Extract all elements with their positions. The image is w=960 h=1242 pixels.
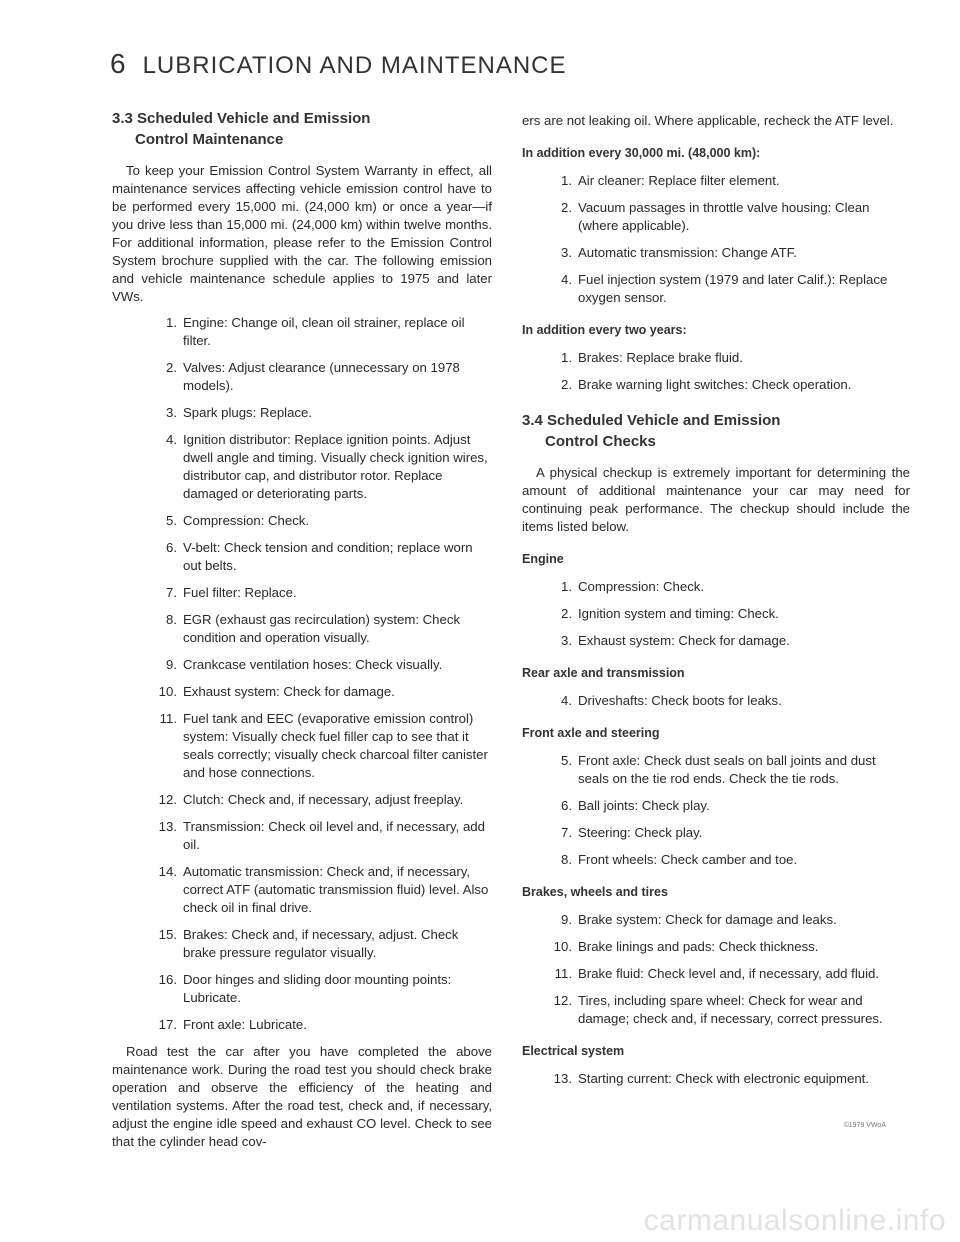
item-number: 14. (158, 864, 177, 879)
item-text: Starting current: Check with electronic equipment. (578, 1071, 869, 1086)
item-text: Brake warning light switches: Check operation. (578, 377, 852, 392)
list-item (522, 271, 910, 307)
item-number: 11. (554, 966, 572, 981)
item-number: 7. (166, 585, 177, 600)
item-number: 4. (166, 432, 177, 447)
item-number: 4. (561, 272, 572, 287)
item-number: 17. (158, 1017, 177, 1032)
item-number: 6. (561, 798, 572, 813)
copyright-notice: ©1979 VWoA (843, 1122, 886, 1129)
page-header (110, 48, 567, 80)
item-text: Ignition system and timing: Check. (578, 606, 779, 621)
item-number: 3. (561, 633, 572, 648)
item-number: 10. (158, 684, 177, 699)
item-number: 2. (166, 360, 177, 375)
item-text: Compression: Check. (578, 579, 705, 594)
list-item (522, 376, 910, 394)
section-3-4-intro: A physical checkup is extremely important for determining the amount of additional maintenance your car may need for continuing peak performance. The checkup should include the items listed below. (522, 465, 910, 534)
every-two-years-list (522, 349, 910, 394)
item-number: 9. (166, 657, 177, 672)
list-item (522, 851, 910, 869)
item-text: Fuel filter: Replace. (183, 585, 297, 600)
item-text: Front axle: Check dust seals on ball joints and dust seals on the tie rod ends. Check the tie rods. (578, 753, 876, 786)
maintenance-list (112, 314, 492, 1034)
item-text: Tires, including spare wheel: Check for wear and damage; check and, if necessary, correct pressures. (578, 993, 883, 1026)
road-test-continued: ers are not leaking oil. Where applicable, recheck the ATF level. (522, 113, 894, 128)
item-text: Transmission: Check oil level and, if necessary, add oil. (183, 819, 485, 852)
check-group-list (522, 752, 910, 869)
check-group-heading: Brakes, wheels and tires (522, 885, 668, 899)
item-text: Vacuum passages in throttle valve housing: Clean (where applicable). (578, 200, 870, 233)
road-test-paragraph: Road test the car after you have completed the above maintenance work. During the road test you should check brake operation and observe the efficiency of the heating and ventilation systems. After the road test, check and, if necessary, adjust the engine idle speed and exhaust CO level. Check to see that the cylinder head cov- (112, 1044, 492, 1149)
list-item (112, 314, 492, 350)
item-number: 2. (561, 606, 572, 621)
item-text: Exhaust system: Check for damage. (578, 633, 790, 648)
section-3-3-intro: To keep your Emission Control System Warranty in effect, all maintenance services affecting vehicle emission control have to be performed every 15,000 mi. (24,000 km) or once a year—if you drive less than 15,000 mi. (24,000 km) within twelve months. For additional information, please refer to the Emission Control System brochure supplied with the car. The following emission and vehicle maintenance schedule applies to 1975 and later VWs. (112, 163, 492, 304)
item-number: 10. (553, 939, 572, 954)
list-item (112, 611, 492, 647)
item-number: 5. (166, 513, 177, 528)
item-text: Steering: Check play. (578, 825, 703, 840)
item-text: Driveshafts: Check boots for leaks. (578, 693, 782, 708)
list-item (522, 692, 910, 710)
item-number: 3. (166, 405, 177, 420)
item-number: 15. (158, 927, 177, 942)
item-text: Engine: Change oil, clean oil strainer, replace oil filter. (183, 315, 465, 348)
item-text: Exhaust system: Check for damage. (183, 684, 395, 699)
page-number: 6 (110, 48, 127, 79)
check-group-list (522, 1070, 910, 1088)
list-item (522, 824, 910, 842)
list-item (522, 172, 910, 190)
check-group-list (522, 578, 910, 650)
item-text: Brake system: Check for damage and leaks. (578, 912, 837, 927)
item-number: 12. (158, 792, 177, 807)
list-item (522, 797, 910, 815)
item-text: Valves: Adjust clearance (unnecessary on 1978 models). (183, 360, 460, 393)
item-number: 12. (553, 993, 572, 1008)
item-number: 13. (158, 819, 177, 834)
every-two-years-heading: In addition every two years: (522, 323, 687, 337)
item-text: Crankcase ventilation hoses: Check visually. (183, 657, 443, 672)
item-number: 13. (553, 1071, 572, 1086)
list-item (522, 632, 910, 650)
list-item (522, 349, 910, 367)
checks-groups (522, 550, 910, 1088)
check-group-list (522, 692, 910, 710)
left-column (112, 108, 492, 1159)
item-number: 11. (159, 711, 177, 726)
list-item (112, 971, 492, 1007)
right-column (522, 112, 910, 1097)
list-item (522, 1070, 910, 1088)
item-number: 3. (561, 245, 572, 260)
page-title: LUBRICATION AND MAINTENANCE (142, 52, 567, 79)
list-item (522, 965, 910, 983)
item-text: EGR (exhaust gas recirculation) system: Check condition and operation visually. (183, 612, 461, 645)
check-group-heading: Engine (522, 552, 564, 566)
list-item (112, 818, 492, 854)
item-number: 16. (158, 972, 177, 987)
every-30000-list (522, 172, 910, 307)
watermark: carmanualsonline.info (643, 1204, 946, 1237)
item-number: 5. (561, 753, 572, 768)
item-number: 1. (166, 315, 177, 330)
every-30000-heading: In addition every 30,000 mi. (48,000 km): (522, 146, 761, 160)
list-item (112, 431, 492, 503)
item-text: Fuel tank and EEC (evaporative emission control) system: Visually check fuel filler cap to see that it seals correctly; visually check charcoal filter canister and hose connections. (183, 711, 488, 780)
section-3-3-number: 3.3 (112, 110, 133, 127)
item-number: 1. (561, 579, 572, 594)
item-text: Brake linings and pads: Check thickness. (578, 939, 819, 954)
item-text: Ignition distributor: Replace ignition points. Adjust dwell angle and timing. Visually check ignition wires, distributor cap, and distributor rotor. Replace damaged or deteriorating parts. (183, 432, 488, 501)
item-number: 6. (166, 540, 177, 555)
item-number: 8. (561, 852, 572, 867)
list-item (112, 863, 492, 917)
list-item (112, 584, 492, 602)
list-item (112, 512, 492, 530)
item-number: 1. (561, 173, 572, 188)
item-text: Brakes: Replace brake fluid. (578, 350, 743, 365)
list-item (522, 938, 910, 956)
list-item (112, 683, 492, 701)
item-text: Front axle: Lubricate. (183, 1017, 307, 1032)
section-3-4-title-line2: Control Checks (545, 433, 656, 450)
check-group-heading: Electrical system (522, 1044, 625, 1058)
item-text: Brakes: Check and, if necessary, adjust. Check brake pressure regulator visually. (183, 927, 459, 960)
section-3-4-title-line1: Scheduled Vehicle and Emission (547, 412, 781, 429)
item-text: Front wheels: Check camber and toe. (578, 852, 798, 867)
list-item (112, 539, 492, 575)
list-item (112, 656, 492, 674)
item-number: 2. (561, 200, 572, 215)
list-item (112, 926, 492, 962)
section-3-4-number: 3.4 (522, 412, 543, 429)
item-text: Brake fluid: Check level and, if necessary, add fluid. (578, 966, 880, 981)
list-item (112, 404, 492, 422)
list-item (522, 605, 910, 623)
item-text: Ball joints: Check play. (578, 798, 710, 813)
item-number: 8. (166, 612, 177, 627)
check-group-heading: Rear axle and transmission (522, 666, 685, 680)
section-3-3-heading (112, 108, 492, 150)
item-text: Door hinges and sliding door mounting points: Lubricate. (183, 972, 452, 1005)
item-text: Air cleaner: Replace filter element. (578, 173, 780, 188)
list-item (522, 911, 910, 929)
item-text: Compression: Check. (183, 513, 310, 528)
item-number: 2. (561, 377, 572, 392)
list-item (522, 199, 910, 235)
item-number: 4. (561, 693, 572, 708)
item-text: Clutch: Check and, if necessary, adjust freeplay. (183, 792, 464, 807)
list-item (112, 359, 492, 395)
item-number: 7. (561, 825, 572, 840)
list-item (112, 710, 492, 782)
list-item (522, 752, 910, 788)
list-item (522, 578, 910, 596)
list-item (112, 791, 492, 809)
item-number: 9. (561, 912, 572, 927)
item-number: 1. (561, 350, 572, 365)
section-3-4-heading (522, 410, 910, 452)
item-text: Automatic transmission: Change ATF. (578, 245, 797, 260)
item-text: Fuel injection system (1979 and later Calif.): Replace oxygen sensor. (578, 272, 888, 305)
check-group-list (522, 911, 910, 1028)
list-item (522, 992, 910, 1028)
list-item (112, 1016, 492, 1034)
section-3-3-title-line2: Control Maintenance (135, 131, 284, 148)
section-3-3-title-line1: Scheduled Vehicle and Emission (137, 110, 371, 127)
item-text: Spark plugs: Replace. (183, 405, 313, 420)
item-text: Automatic transmission: Check and, if necessary, correct ATF (automatic transmission fluid) level. Also check oil in final drive. (183, 864, 489, 915)
check-group-heading: Front axle and steering (522, 726, 660, 740)
item-text: V-belt: Check tension and condition; replace worn out belts. (183, 540, 473, 573)
list-item (522, 244, 910, 262)
